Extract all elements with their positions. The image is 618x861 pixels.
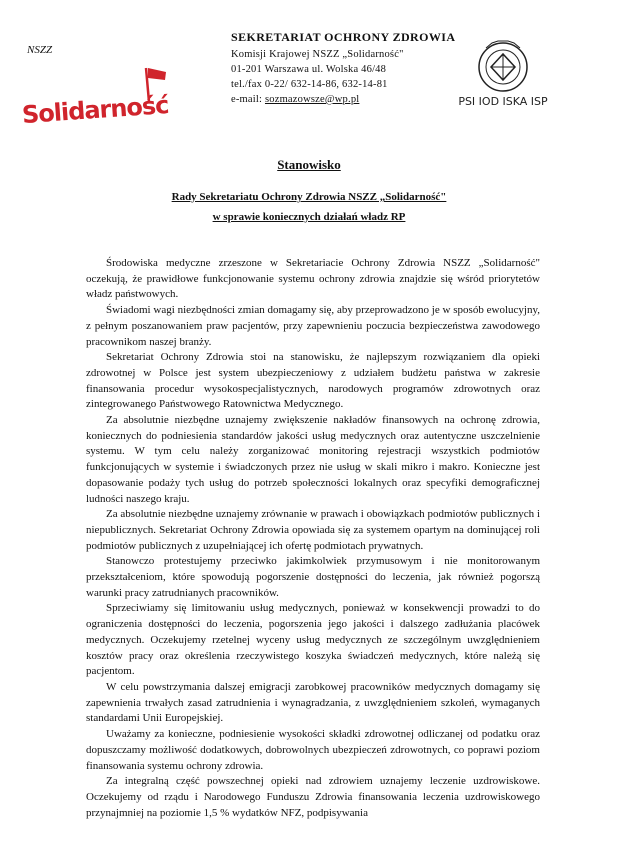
- psi-seal-logo: [456, 34, 556, 114]
- phone-line: tel./fax 0-22/ 632-14-86, 632-14-81: [231, 79, 388, 90]
- seal-text: PSI IOD ISKA ISP: [458, 95, 548, 108]
- paragraph: Za absolutnie niezbędne uznajemy zwiększenie nakładów finansowych na ochronę zdrowia, koniecznych do podniesienia standardów jakości usług medycznych oraz autentyczne uszczelnienie systemu. W tym celu należy zorganizować monitoring rejestracji wszystkich podmiotów funkcjonujących w systemie i świadczonych przez nie usług w skali mikro i makro. Konieczne jest dopasowanie podaży tych usług do potrzeb społeczności lokalnych oraz specyfiki demograficznej ludności naszego kraju.: [86, 414, 540, 505]
- paragraph: Sekretariat Ochrony Zdrowia stoi na stanowisku, że najlepszym rozwiązaniem dla opieki zdrowotnej w Polsce jest system ubezpieczeniowy z udziałem budżetu państwa w zakresie finansowania procedur wysokospecjalistycznych, narodowych programów zdrowotnych oraz zintegrowanego Państwowego Ratownictwa Medycznego.: [86, 351, 540, 411]
- address-line: 01-201 Warszawa ul. Wolska 46/48: [231, 64, 387, 75]
- document-subtitle: Rady Sekretariatu Ochrony Zdrowia NSZZ „Solidarność": [171, 191, 447, 203]
- letterhead: [231, 30, 461, 107]
- paragraph: W celu powstrzymania dalszej emigracji zarobkowej pracowników medycznych domagamy się zapewnienia trwałych zasad zatrudnienia i wynagradzania, z uwzględnieniem szkoleń, wymaganych standardami Unii Europejskiej.: [86, 680, 540, 725]
- document-title: Stanowisko: [277, 157, 341, 172]
- paragraph: Świadomi wagi niezbędności zmian domagamy się, aby przeprowadzono je w sposób ewolucyjny, z pełnym poszanowaniem praw pacjentów, przy zapewnieniu poczucia bezpieczeństwa zawodowego pracownikom naszej branży.: [86, 304, 540, 348]
- nszz-label: NSZZ: [27, 44, 53, 56]
- paragraph: Sprzeciwiamy się limitowaniu usług medycznych, ponieważ w konsekwencji prowadzi to do ograniczenia dostępności do leczenia, pogorszenia jego jakości i dalszego zadłużania placówek medycznych. Oczekujemy rzetelnej wyceny usług medycznych ze szczególnym uwzględnieniem kosztów pracy oraz określenia rzeczywistego koszyka świadczeń medycznych, które należą się pacjentom.: [86, 602, 540, 678]
- email-label: e-mail:: [231, 94, 265, 105]
- paragraph: Środowiska medyczne zrzeszone w Sekretariacie Ochrony Zdrowia NSZZ „Solidarność" oczekują, że prawidłowe funkcjonowanie systemu ochrony zdrowia znajdzie się wśród priorytetów władz państwowych.: [86, 257, 540, 301]
- document-subtitle-topic: w sprawie koniecznych działań władz RP: [212, 211, 406, 223]
- paragraph: Za absolutnie niezbędne uznajemy zrównanie w prawach i obowiązkach podmiotów publicznych i niepublicznych. Sekretariat Ochrony Zdrowia opowiada się za systemem opartym na dominującej roli podmiotów publicznych z uzupełniającej ich ofertę podmiotach prywatnych.: [86, 508, 540, 552]
- email-link[interactable]: sozmazowsze@wp.pl: [264, 94, 360, 105]
- email-line: [231, 92, 461, 107]
- document-body: [86, 256, 540, 821]
- solidarnosc-logo: [16, 62, 186, 138]
- organization-name: SEKRETARIAT OCHRONY ZDROWIA: [231, 30, 456, 44]
- paragraph: Za integralną część powszechnej opieki nad zdrowiem uznajemy leczenie uzdrowiskowe. Oczekujemy od rządu i Narodowego Funduszu Zdrowia finansowania leczenia uzdrowiskowego przynajmniej na poziomie 1,5 % wydatków NFZ, podpisywania: [86, 775, 540, 819]
- paragraph: Stanowczo protestujemy przeciwko jakimkolwiek przymusowym i nie monitorowanym przekształceniom, które spowodują pogorszenie dostępności do leczenia, jak również pogorszą warunki pracy zatrudnianych pracowników.: [86, 555, 540, 599]
- address-line: Komisji Krajowej NSZZ „Solidarność": [231, 49, 404, 60]
- paragraph: Uważamy za konieczne, podniesienie wysokości składki zdrowotnej odliczanej od podatku oraz dopuszczamy możliwość dodatkowych, dobrowolnych ubezpieczeń zdrowotnych, co poprawi poziom finansowania systemu ochrony zdrowia.: [86, 728, 540, 772]
- svg-text:Solidarność: Solidarność: [21, 90, 170, 130]
